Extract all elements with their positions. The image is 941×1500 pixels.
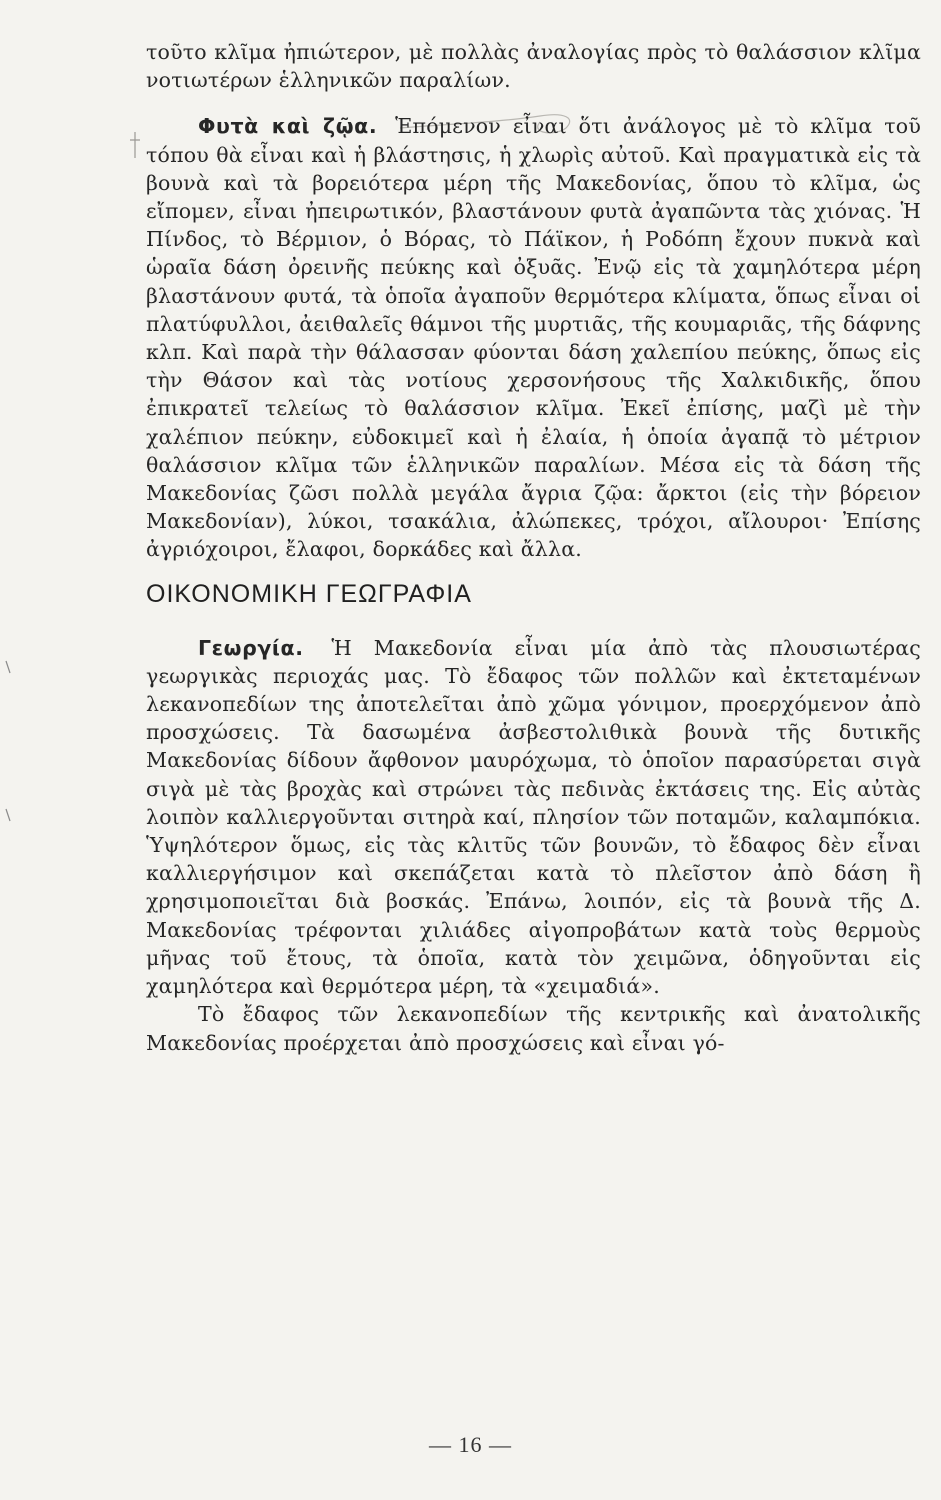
section-title-economic-geography: ΟΙΚΟΝΟΜΙΚΗ ΓΕΩΓΡΑΦΙΑ xyxy=(146,579,472,608)
paragraph-plants-animals-body: Ἑπόμενον εἶναι ὅτι ἀνάλογος μὲ τὸ κλῖμα τοῦ τόπου θὰ εἶναι καὶ ἡ βλάστησις, ἡ χλωρὶς αὐτοῦ. Καὶ πραγματικὰ εἰς τὰ βουνὰ καὶ τὰ βορειότερα μέρη τῆς Μακεδονίας, ὅπου τὸ κλῖμα, ὡς εἴπομεν, εἶναι ἠπειρωτικόν, βλαστάνουν φυτὰ ἀγαπῶντα τὰς χιόνας. Ἡ Πίνδος, τὸ Βέρμιον, ὁ Βόρας, τὸ Πάϊκον, ἡ Ροδόπη ἔχουν πυκνὰ καὶ ὡραῖα δάση ὀρεινῆς πεύκης καὶ ὀξυᾶς. Ἐνῷ εἰς τὰ χαμηλότερα μέρη βλαστάνουν φυτά, τὰ ὁποῖα ἀγαποῦν θερμότερα κλίματα, ὅπως εἶναι οἱ πλατύφυλλοι, ἀειθαλεῖς θάμνοι τῆς μυρτιᾶς, τῆς κουμαριᾶς, τῆς δάφνης κλπ. Καὶ παρὰ τὴν θάλασσαν φύονται δάση χαλεπίου πεύκης, ὅπως εἰς τὴν Θάσον καὶ τὰς νοτίους χερσονήσους τῆς Χαλκιδικῆς, ὅπου ἐπικρατεῖ τελείως τὸ θαλάσσιον κλῖμα. Ἐκεῖ ἐπίσης, μαζὶ μὲ τὴν χαλέπιον πεύκην, εὐδοκιμεῖ καὶ ἡ ἐλαία, ἡ ὁποία ἀγαπᾷ τὸ μέτριον θαλάσσιον κλῖμα τῶν ἑλληνικῶν παραλίων. Μέσα εἰς τὰ δάση τῆς Μακεδονίας ζῶσι πολλὰ μεγάλα ἄγρια ζῷα: ἄρκτοι (εἰς τὴν βόρειον Μακεδονίαν), λύκοι, τσακάλια, ἀλώπεκες, τρόχοι, αἴλουροι· Ἐπίσης ἀγριόχοιροι, ἔλαφοι, δορκάδες καὶ ἄλλα. xyxy=(146,114,921,562)
paragraph-agriculture xyxy=(146,634,921,1001)
heading-agriculture: Γεωργία. xyxy=(198,635,304,660)
paragraph-soil: Τὸ ἔδαφος τῶν λεκανοπεδίων τῆς κεντρικῆς καὶ ἀνατολικῆς Μακεδονίας προέρχεται ἀπὸ προσχώσεις καὶ εἶναι γό- xyxy=(146,1002,921,1055)
pencil-margin-mark xyxy=(128,130,142,160)
heading-plants-animals: Φυτὰ καὶ ζῷα. xyxy=(198,114,378,139)
paragraph-climate-end: τοῦτο κλῖμα ἠπιώτερον, μὲ πολλὰς ἀναλογίας πρὸς τὸ θαλάσσιον κλῖμα νοτιωτέρων ἑλληνικῶν παραλίων. xyxy=(146,40,921,93)
text-column xyxy=(146,38,921,1057)
margin-tick-mark xyxy=(4,660,12,674)
margin-tick-mark xyxy=(4,808,12,822)
paragraph-agriculture-body: Ἡ Μακεδονία εἶναι μία ἀπὸ τὰς πλουσιωτέρας γεωργικὰς περιοχάς μας. Τὸ ἔδαφος τῶν πολλῶν καὶ ἐκτεταμένων λεκανοπεδίων της ἀποτελεῖται ἀπὸ χῶμα γόνιμον, προερχόμενον ἀπὸ προσχώσεις. Τὰ δασωμένα ἀσβεστολιθικὰ βουνὰ τῆς δυτικῆς Μακεδονίας δίδουν ἄφθονον μαυρόχωμα, τὸ ὁποῖον παρασύρεται σιγὰ σιγὰ μὲ τὰς βροχὰς καὶ στρώνει τὰς πεδινὰς ἐκτάσεις της. Εἰς αὐτὰς λοιπὸν καλλιεργοῦνται σιτηρὰ καί, πλησίον τῶν ποταμῶν, καλαμπόκια. Ὑψηλότερον ὅμως, εἰς τὰς κλιτῦς τῶν βουνῶν, τὸ ἔδαφος δὲν εἶναι καλλιεργήσιμον καὶ σκεπάζεται κατὰ τὸ πλεῖστον ἀπὸ δάση ἢ χρησιμοποιεῖται διὰ βοσκάς. Ἐπάνω, λοιπόν, εἰς τὰ βουνὰ τῆς Δ. Μακεδονίας τρέφονται χιλιάδες αἰγοπροβάτων κατὰ τοὺς θερμοὺς μῆνας τοῦ ἔτους, τὰ ὁποῖα, κατὰ τὸν χειμῶνα, ὁδηγοῦνται εἰς χαμηλότερα καὶ θερμότερα μέρη, τὰ «χειμαδιά». xyxy=(146,635,921,999)
paragraph-plants-animals xyxy=(146,112,921,563)
page-number: — 16 — xyxy=(429,1432,512,1457)
